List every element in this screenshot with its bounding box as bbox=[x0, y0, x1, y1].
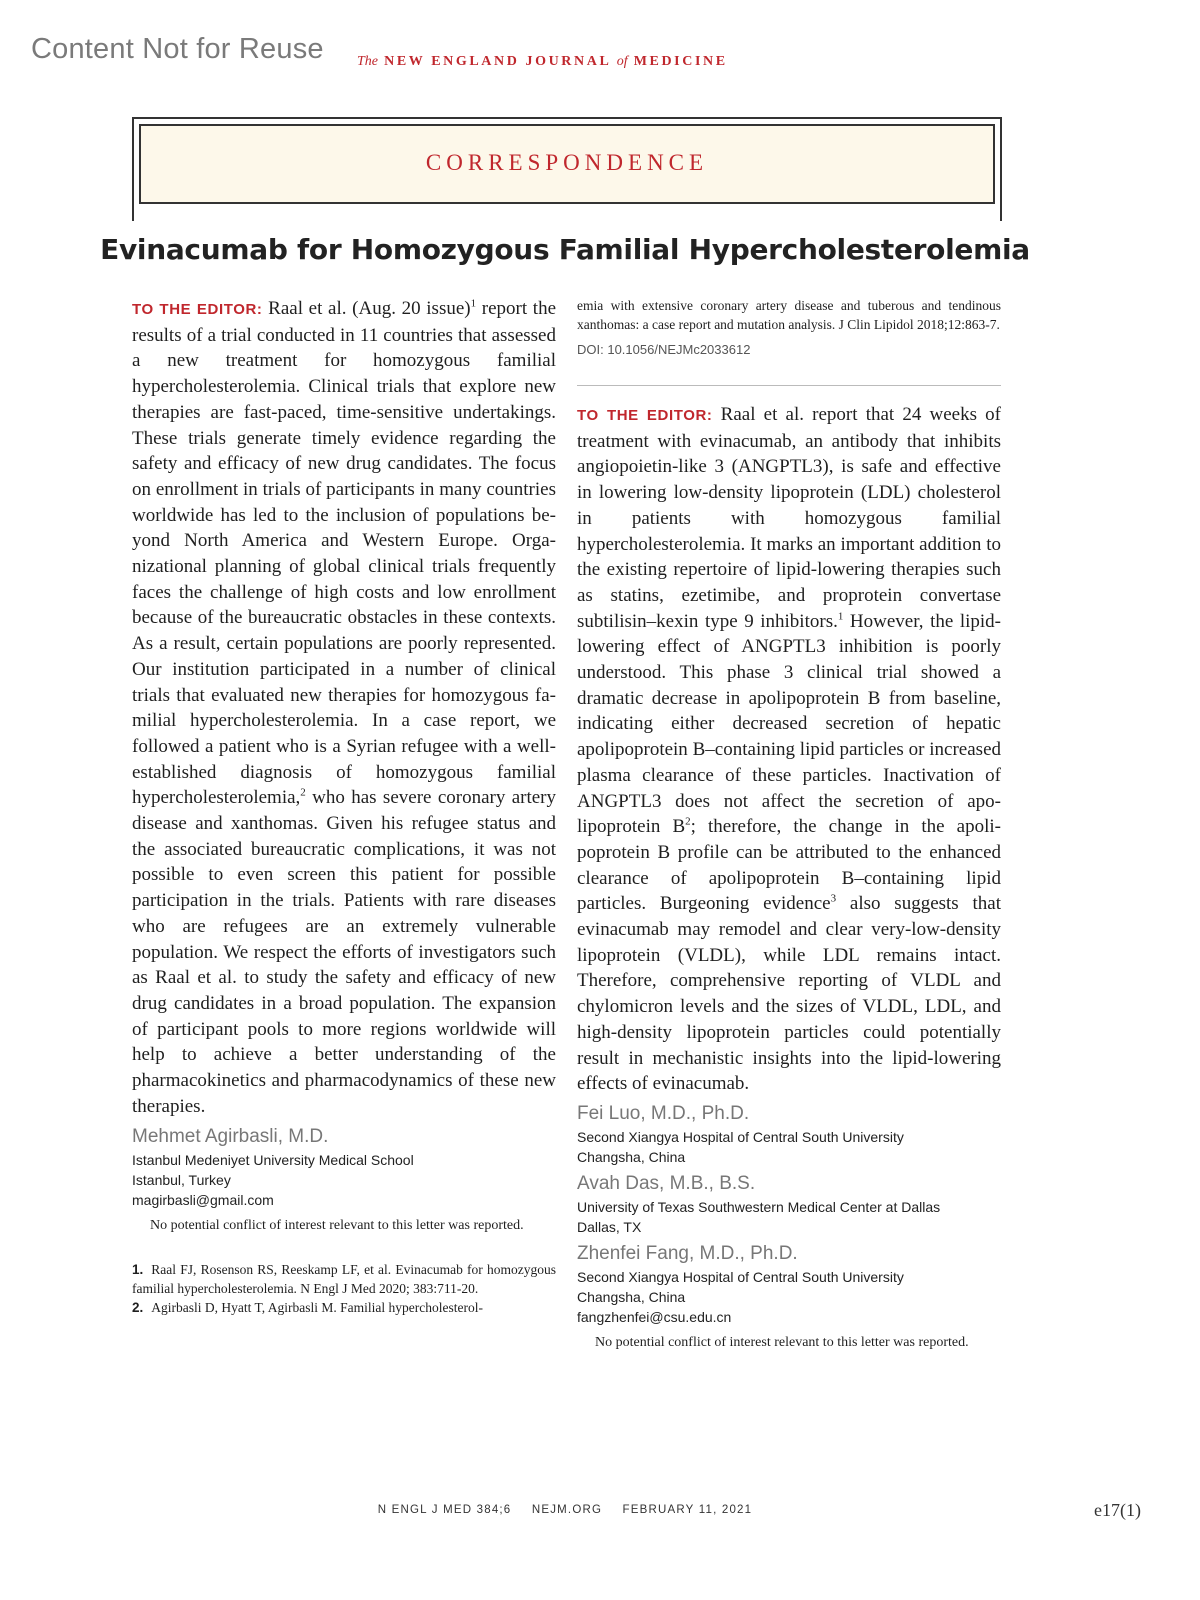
letter1-location: Istanbul, Turkey bbox=[132, 1171, 231, 1188]
left-column bbox=[132, 296, 556, 1317]
footer-site: NEJM.ORG bbox=[531, 1504, 603, 1516]
affiliation-line: Second Xiangya Hospital of Central South University bbox=[577, 1128, 904, 1145]
letter2-text-2: However, the lipid-lowering effect of ANGPTL3 inhibition is poorly understood. This phase 3 clinical trial showed a dramatic decrease in apolipoprotein B from baseline, indicating either decreased secretion of hepatic apolipoprotein B–containing lipid particles or increased plasma clearance of these particles. Inactivation of ANGPTL3 does not affect the secretion of apolipoprotein B bbox=[577, 610, 1001, 838]
letter2-author-3: Zhenfei Fang, M.D., Ph.D. bbox=[577, 1242, 798, 1264]
letter1-email: magirbasli@gmail.com bbox=[132, 1191, 274, 1208]
right-column bbox=[577, 296, 1001, 1353]
section-banner bbox=[139, 124, 995, 204]
letter-divider bbox=[577, 385, 1001, 386]
letter2-ref-1: 1 bbox=[837, 610, 844, 623]
letter1-author: Mehmet Agirbasli, M.D. bbox=[132, 1125, 329, 1147]
letter1-body bbox=[132, 296, 556, 1120]
reference-text: Raal FJ, Rosenson RS, Reeskamp LF, et al. Evinacumab for homozygous familial hypercholesterolemia. N Engl J Med 2020; 383:711-20. bbox=[132, 1261, 556, 1296]
affiliation-line: Second Xiangya Hospital of Central South University bbox=[577, 1268, 904, 1285]
doi-line: DOI: 10.1056/NEJMc2033612 bbox=[577, 342, 751, 357]
letter1-text-1: Raal et al. (Aug. 20 issue) bbox=[262, 298, 471, 319]
affiliation-line: University of Texas Southwestern Medical Center at Dallas bbox=[577, 1198, 941, 1215]
section-label: CORRESPONDENCE bbox=[425, 150, 709, 175]
letter2-ref-3: 3 bbox=[830, 893, 837, 906]
letter1-lead: TO THE EDITOR: bbox=[132, 301, 263, 318]
page-footer bbox=[0, 1504, 1130, 1516]
affiliation-line: Changsha, China bbox=[577, 1148, 686, 1165]
reference-item bbox=[132, 1298, 556, 1317]
affiliation-line: Changsha, China bbox=[577, 1288, 686, 1305]
letter2-conflict-statement: No potential conflict of interest relevant to this letter was reported. bbox=[595, 1334, 969, 1350]
letter1-references bbox=[132, 1260, 556, 1317]
masthead-part1: NEW ENGLAND JOURNAL bbox=[384, 54, 611, 69]
page-number: e17(1) bbox=[1094, 1500, 1141, 1520]
footer-date: FEBRUARY 11, 2021 bbox=[622, 1504, 753, 1516]
masthead-part2: MEDICINE bbox=[633, 54, 728, 69]
letter2-affiliation-1 bbox=[577, 1127, 1001, 1167]
reference-continuation: emia with extensive coronary artery disease and tuberous and tendinous xanthomas: a case report and mutation analysis. J Clin Lipidol 2018;12:863-7. bbox=[577, 298, 1001, 332]
masthead-of: of bbox=[616, 54, 628, 69]
letter1-affiliation bbox=[132, 1150, 556, 1210]
letter2-body bbox=[577, 402, 1001, 1097]
letter2-author-2: Avah Das, M.B., B.S. bbox=[577, 1172, 756, 1194]
letter2-affiliation-2 bbox=[577, 1197, 1001, 1237]
letter1-text-2: report the results of a trial conducted in 11 countries that assessed a new treatment for homozygous familial hypercholesterolemia. Clinical trials that explore new therapies are fast-paced, time-sensitive undertakings. These trials generate timely evidence regarding the safety and efficacy of new drug candidates. The focus on enrollment in trials of participants in many countries worldwide has led to the inclusion of populations beyond North America and Western Europe. Organizational planning of global clinical trials frequently faces the challenge of high costs and low enrollment because of the bureaucratic obstacles in these contexts. As a result, certain populations are poorly represented. Our institution participated in a number of clinical trials that evaluated new therapies for homozygous familial hypercholesterolemia. In a case report, we followed a patient who is a Syrian refugee with a well-established diagnosis of homozygous familial hypercholesterolemia, bbox=[132, 298, 557, 809]
letter2-ref-2: 2 bbox=[685, 815, 691, 828]
letter1-conflict-statement: No potential conflict of interest relevant to this letter was reported. bbox=[150, 1217, 524, 1233]
letter1-institution: Istanbul Medeniyet University Medical School bbox=[132, 1151, 414, 1168]
letter2-affiliation-3 bbox=[577, 1267, 1001, 1327]
letter2-author-1: Fei Luo, M.D., Ph.D. bbox=[577, 1102, 750, 1124]
article-title: Evinacumab for Homozygous Familial Hypercholesterolemia bbox=[100, 233, 1030, 266]
reference-text: Agirbasli D, Hyatt T, Agirbasli M. Familial hypercholesterol- bbox=[151, 1299, 483, 1315]
watermark-text: Content Not for Reuse bbox=[31, 33, 324, 65]
masthead-the: The bbox=[357, 54, 378, 69]
affiliation-email: fangzhenfei@csu.edu.cn bbox=[577, 1308, 732, 1325]
footer-citation: N ENGL J MED 384;6 bbox=[377, 1504, 512, 1516]
reference-item bbox=[132, 1260, 556, 1298]
letter1-text-3: who has severe coronary artery disease and xanthomas. Given his refugee status and the associated bureaucratic complications, it was not possible to even screen this patient for possible participation in the trials. Patients with rare diseases who are refugees are an extremely vulnerable population. We respect the efforts of investigators such as Raal et al. to study the safety and efficacy of new drug candidates in a broad population. The expansion of participant pools to more regions worldwide will help to achieve a better understanding of the pharmacokinetics and pharmacodynamics of these new therapies. bbox=[132, 787, 556, 1117]
affiliation-line: Dallas, TX bbox=[577, 1218, 642, 1235]
letter2-text-1: Raal et al. report that 24 weeks of treatment with evinacumab, an antibody that inhibits angiopoietin-like 3 (ANGPTL3), is safe and effective in lowering low-density lipoprotein (LDL) cholesterol in patients with homozygous familial hypercholesterolemia. It marks an important addition to the existing repertoire of lipid-lowering therapies such as statins, ezetimibe, and proprotein convertase subtilisin–kexin type 9 inhibitors. bbox=[577, 404, 1001, 632]
letter2-text-3: ; therefore, the change in the apolipoprotein B profile can be attributed to the enhanced clearance of apolipoprotein B–containing lipid particles. Burgeoning evidence bbox=[577, 816, 1001, 915]
reference-number: 1. bbox=[132, 1261, 144, 1277]
journal-masthead bbox=[357, 54, 728, 70]
letter1-ref-1: 1 bbox=[470, 297, 477, 310]
letter2-text-4: also suggests that evinacumab may remodel and clear very-low-density lipoprotein (VLDL), while LDL remains intact. Therefore, comprehensive reporting of VLDL and chylomicron levels and the sizes of VLDL, LDL, and high-density lipoprotein particles could potentially result in mechanistic insights into the lipid-lowering effects of evinacumab. bbox=[577, 893, 1001, 1095]
letter1-ref-2: 2 bbox=[300, 787, 306, 800]
letter2-lead: TO THE EDITOR: bbox=[577, 407, 713, 424]
reference-number: 2. bbox=[132, 1299, 144, 1315]
